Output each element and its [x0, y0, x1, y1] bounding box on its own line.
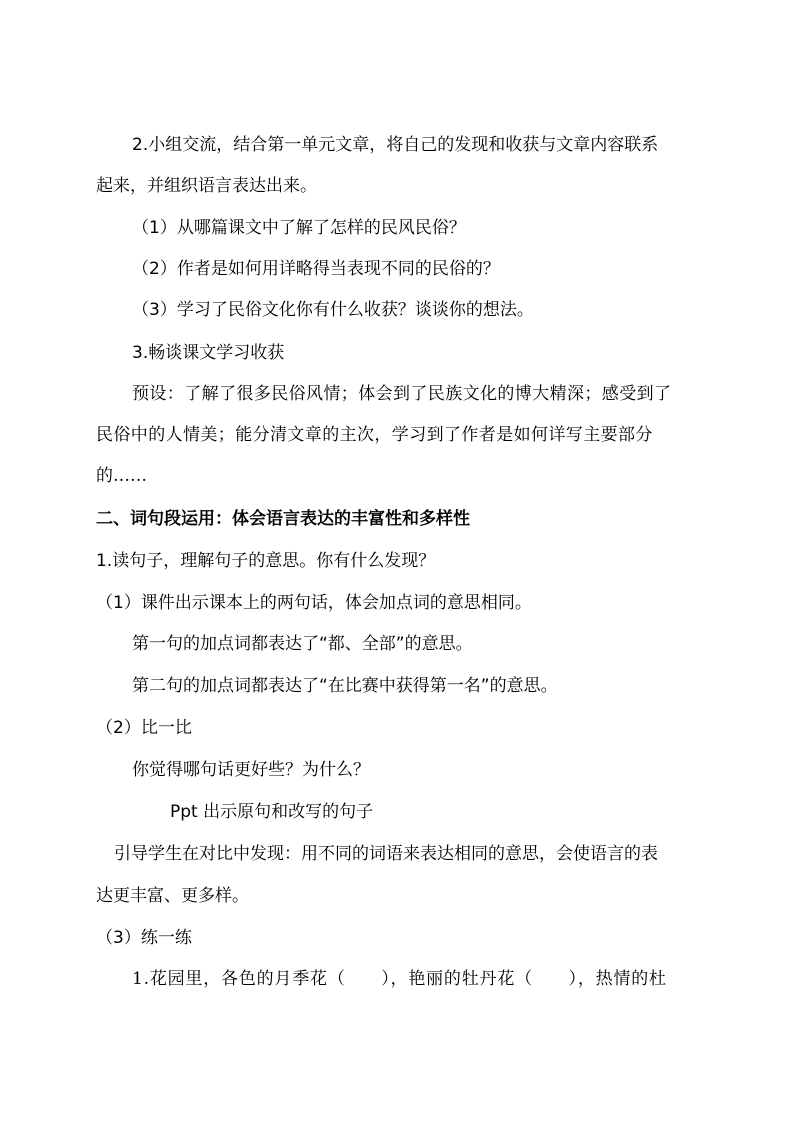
preset-answer-line: 预设：了解了很多民俗风情；体会到了民族文化的博大精深；感受到了 — [132, 384, 672, 404]
preset-answer-line: 的…… — [96, 466, 147, 486]
exercise-line: 1.花园里，各色的月季花（ ），艳丽的牡丹花（ ），热情的杜 — [132, 969, 667, 989]
step-heading: 3.畅谈课文学习收获 — [132, 343, 285, 363]
step-heading: 1.读句子，理解句子的意思。你有什么发现？ — [96, 551, 436, 571]
paragraph-line: Ppt 出示原句和改写的句子 — [170, 802, 374, 822]
question-item: （2）作者是如何用详略得当表现不同的民俗的？ — [132, 259, 500, 279]
section-heading: 二、词句段运用：体会语言表达的丰富性和多样性 — [96, 509, 470, 529]
sub-step-line: （2）比一比 — [96, 718, 192, 738]
paragraph-line: 你觉得哪句话更好些？为什么？ — [132, 760, 370, 780]
paragraph-line: 第二句的加点词都表达了“在比赛中获得第一名”的意思。 — [132, 676, 558, 696]
sub-step-line: （3）练一练 — [96, 928, 192, 948]
paragraph-line: 起来，并组织语言表达出来。 — [96, 176, 317, 196]
paragraph-line: 2.小组交流，结合第一单元文章，将自己的发现和收获与文章内容联系 — [132, 135, 659, 155]
question-item: （1）从哪篇课文中了解了怎样的民风民俗？ — [132, 218, 466, 238]
paragraph-line: 引导学生在对比中发现：用不同的词语来表达相同的意思，会使语言的表 — [114, 844, 658, 864]
preset-answer-line: 民俗中的人情美；能分清文章的主次，学习到了作者是如何详写主要部分 — [96, 425, 653, 445]
question-item: （3）学习了民俗文化你有什么收获？谈谈你的想法。 — [132, 300, 534, 320]
sub-step-line: （1）课件出示课本上的两句话，体会加点词的意思相同。 — [96, 593, 532, 613]
paragraph-line: 第一句的加点词都表达了“都、全部”的意思。 — [132, 634, 473, 654]
paragraph-line: 达更丰富、更多样。 — [96, 886, 249, 906]
